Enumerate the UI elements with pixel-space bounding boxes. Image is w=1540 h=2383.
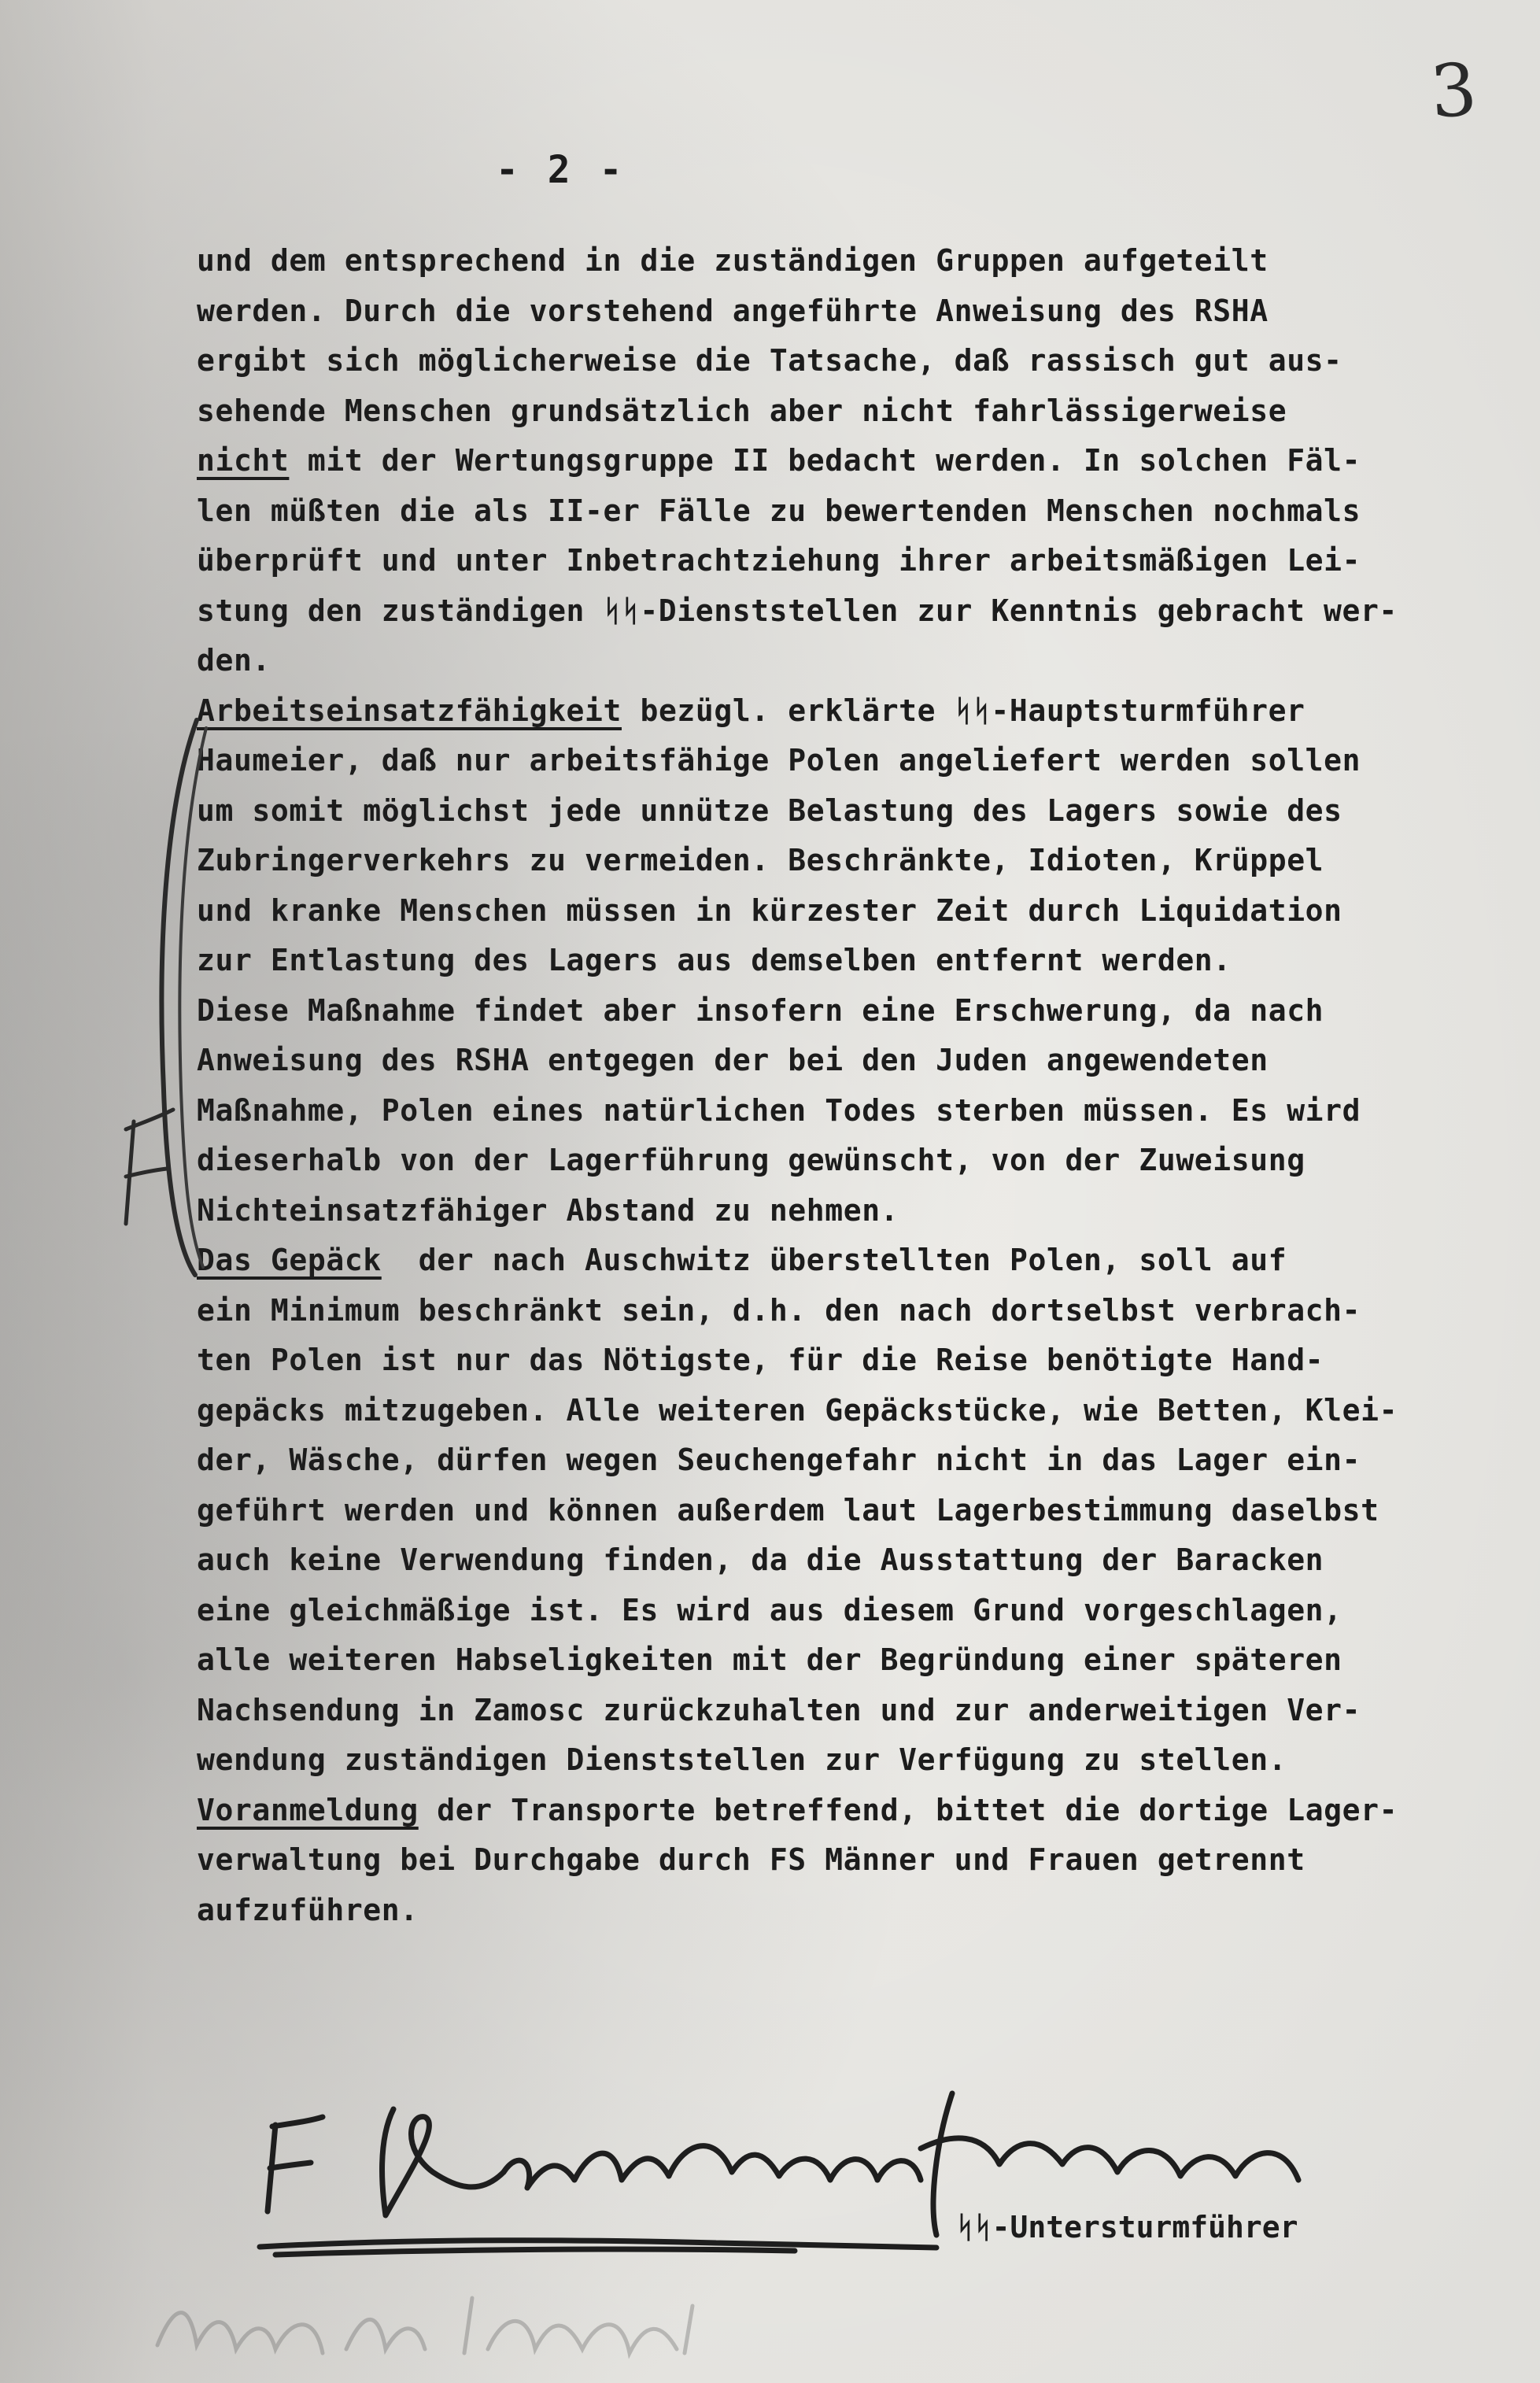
text-line xyxy=(197,236,1519,286)
text-segment: ein Minimum beschränkt sein, d.h. den nach dortselbst verbrach- xyxy=(197,1292,1361,1328)
text-segment: der Transporte betreffend, bittet die dortige Lager- xyxy=(418,1792,1398,1827)
text-segment: Haumeier, daß nur arbeitsfähige Polen angeliefert werden sollen xyxy=(197,743,1361,778)
text-segment: um somit möglichst jede unnütze Belastung des Lagers sowie des xyxy=(197,792,1342,828)
text-segment: bezügl. erklärte ᛋᛋ-Hauptsturmführer xyxy=(622,693,1305,728)
text-segment: und dem entsprechend in die zuständigen Gruppen aufgeteilt xyxy=(197,243,1269,278)
text-line xyxy=(197,1835,1519,1886)
text-line xyxy=(197,1336,1519,1386)
text-segment: Anweisung des RSHA entgegen der bei den Juden angewendeten xyxy=(197,1043,1269,1077)
text-line xyxy=(197,1036,1519,1086)
underlined-heading: Arbeitseinsatzfähigkeit xyxy=(197,693,622,728)
text-segment: auch keine Verwendung finden, da die Ausstattung der Baracken xyxy=(197,1542,1324,1577)
text-segment: mit der Wertungsgruppe II bedacht werden. In solchen Fäl- xyxy=(289,443,1361,478)
underlined-heading: nicht xyxy=(197,443,290,478)
text-segment: werden. Durch die vorstehend angeführte Anweisung des RSHA xyxy=(197,293,1269,328)
text-segment: der, Wäsche, dürfen wegen Seuchengefahr nicht in das Lager ein- xyxy=(197,1443,1361,1477)
text-line xyxy=(197,636,1519,686)
text-line xyxy=(197,936,1519,986)
text-segment: Diese Maßnahme findet aber insofern eine Erschwerung, da nach xyxy=(197,992,1324,1028)
text-segment: den. xyxy=(197,643,271,678)
text-line xyxy=(197,586,1519,637)
text-line xyxy=(197,1735,1519,1786)
text-segment: Nachsendung in Zamosc zurückzuhalten und zur anderweitigen Ver- xyxy=(197,1692,1361,1727)
text-line xyxy=(197,386,1519,437)
text-segment: Zubringerverkehrs zu vermeiden. Beschränkte, Idioten, Krüppel xyxy=(197,843,1324,877)
text-segment: ten Polen ist nur das Nötigste, für die Reise benötigte Hand- xyxy=(197,1343,1324,1377)
text-line xyxy=(197,1586,1519,1636)
text-segment: sehende Menschen grundsätzlich aber nicht fahrlässigerweise xyxy=(197,393,1287,428)
signature-rank: ᛋᛋ-Untersturmführer xyxy=(956,2210,1298,2244)
handwritten-page-number: 3 xyxy=(1427,47,1480,135)
text-line xyxy=(197,1086,1519,1136)
underlined-heading: Das Gepäck xyxy=(197,1243,382,1277)
text-line xyxy=(197,1435,1519,1486)
text-segment: geführt werden und können außerdem laut Lagerbestimmung daselbst xyxy=(197,1492,1379,1528)
text-line xyxy=(197,836,1519,886)
text-segment: zur Entlastung des Lagers aus demselben entfernt werden. xyxy=(197,943,1232,977)
text-line xyxy=(197,436,1519,486)
text-line xyxy=(197,1386,1519,1436)
typed-page-number: - 2 - xyxy=(496,148,626,192)
text-segment: Nichteinsatzfähiger Abstand zu nehmen. xyxy=(197,1192,899,1228)
text-line xyxy=(197,1786,1519,1836)
text-line xyxy=(197,1286,1519,1336)
text-line xyxy=(197,1535,1519,1586)
text-segment: stung den zuständigen ᛋᛋ-Dienststellen zur Kenntnis gebracht wer- xyxy=(197,593,1398,628)
text-line xyxy=(197,736,1519,786)
text-segment: und kranke Menschen müssen in kürzester Zeit durch Liquidation xyxy=(197,892,1342,928)
text-segment: Maßnahme, Polen eines natürlichen Todes sterben müssen. Es wird xyxy=(197,1092,1361,1128)
text-line xyxy=(197,1886,1519,1936)
text-line xyxy=(197,886,1519,937)
text-line xyxy=(197,986,1519,1036)
text-line xyxy=(197,1686,1519,1736)
text-line xyxy=(197,686,1519,737)
text-segment: gepäcks mitzugeben. Alle weiteren Gepäckstücke, wie Betten, Klei- xyxy=(197,1392,1398,1428)
text-segment: wendung zuständigen Dienststellen zur Verfügung zu stellen. xyxy=(197,1742,1287,1777)
text-line xyxy=(197,1236,1519,1286)
text-segment: eine gleichmäßige ist. Es wird aus diesem Grund vorgeschlagen, xyxy=(197,1592,1342,1627)
text-line xyxy=(197,536,1519,586)
faint-handwritten-note xyxy=(142,2274,771,2369)
text-line xyxy=(197,286,1519,337)
underlined-heading: Voranmeldung xyxy=(197,1792,419,1827)
text-line xyxy=(197,336,1519,386)
document-body xyxy=(197,236,1519,1935)
text-line xyxy=(197,1635,1519,1686)
text-line xyxy=(197,486,1519,537)
text-segment: überprüft und unter Inbetrachtziehung ihrer arbeitsmäßigen Lei- xyxy=(197,543,1361,578)
text-segment: ergibt sich möglicherweise die Tatsache, daß rassisch gut aus- xyxy=(197,343,1342,378)
text-line xyxy=(197,786,1519,837)
text-segment: aufzuführen. xyxy=(197,1892,419,1927)
text-line xyxy=(197,1136,1519,1186)
text-segment: verwaltung bei Durchgabe durch FS Männer und Frauen getrennt xyxy=(197,1842,1305,1877)
text-segment: alle weiteren Habseligkeiten mit der Begründung einer späteren xyxy=(197,1642,1342,1677)
margin-bracket-mark xyxy=(102,712,228,1279)
text-segment: der nach Auschwitz überstellten Polen, soll auf xyxy=(381,1243,1287,1277)
text-segment: len müßten die als II-er Fälle zu bewertenden Menschen nochmals xyxy=(197,493,1361,528)
text-line xyxy=(197,1486,1519,1536)
text-segment: dieserhalb von der Lagerführung gewünscht, von der Zuweisung xyxy=(197,1143,1305,1177)
text-line xyxy=(197,1186,1519,1236)
